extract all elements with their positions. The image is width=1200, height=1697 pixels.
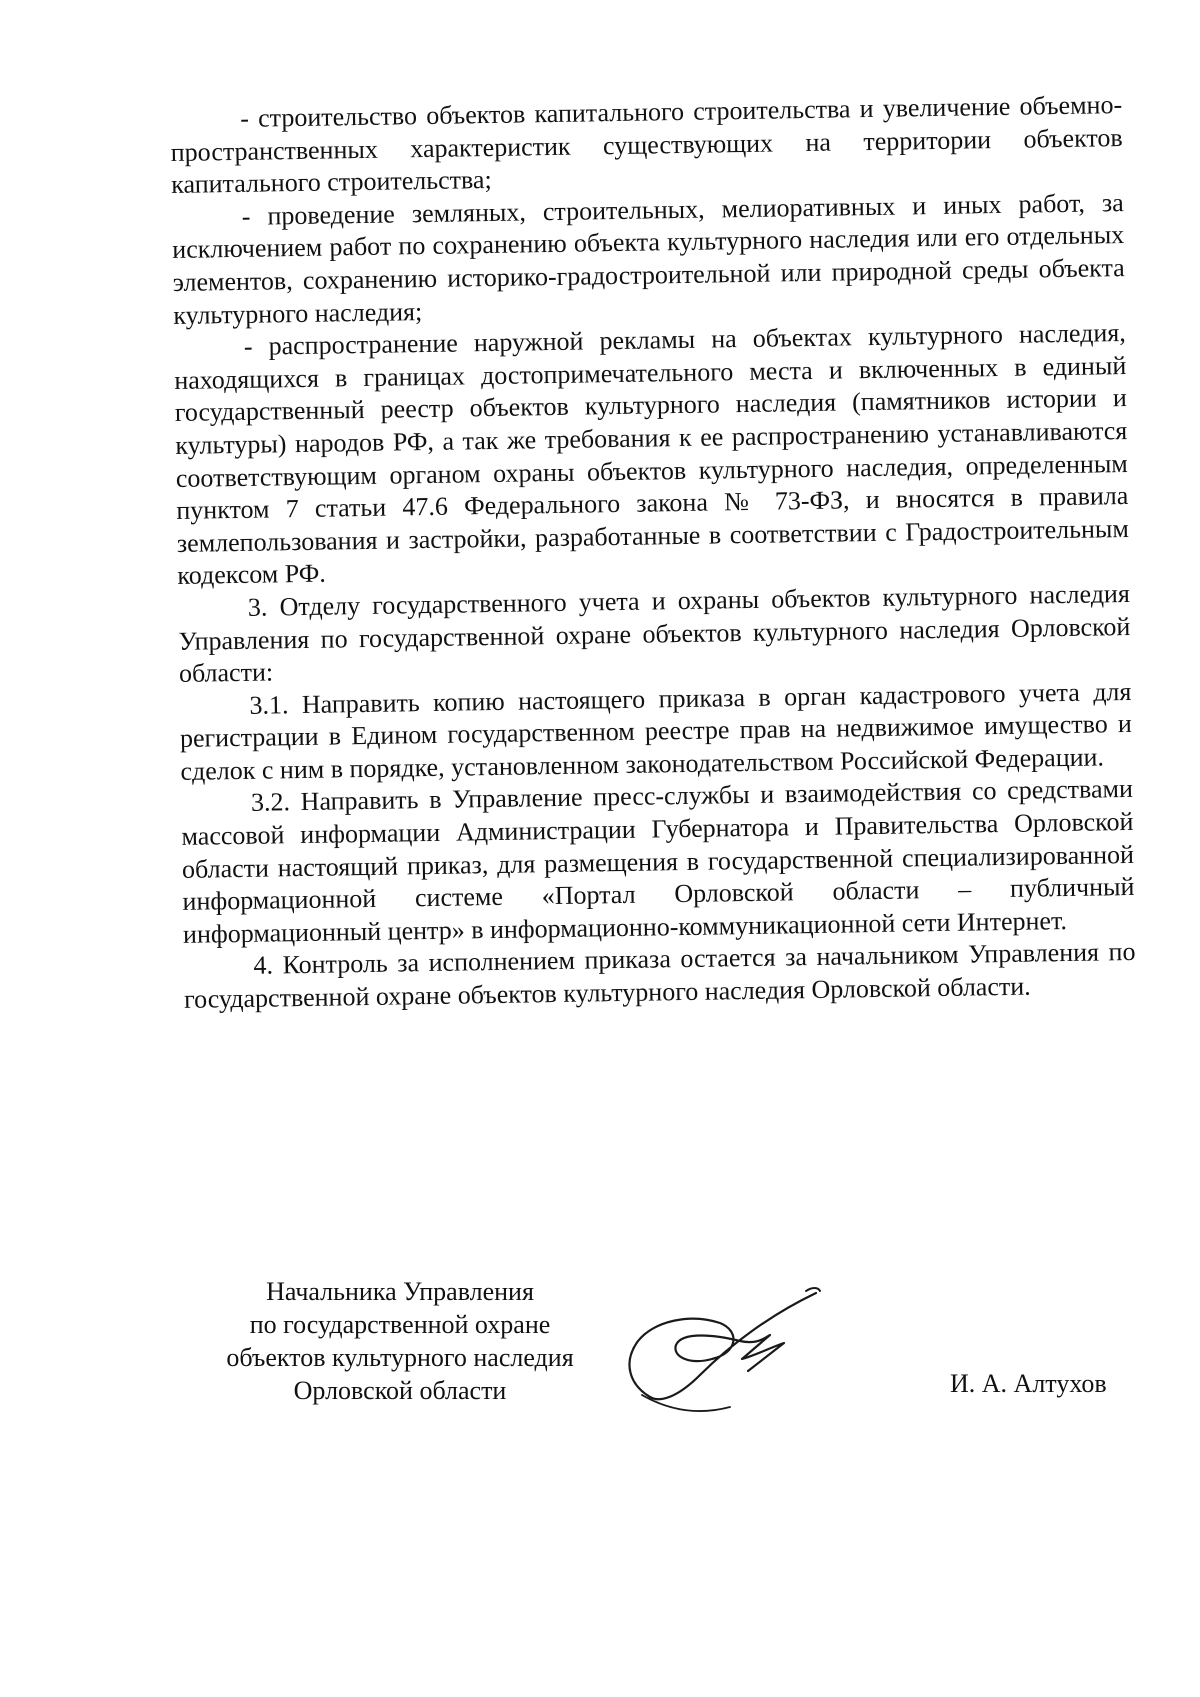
paragraph-construction-restriction: - строительство объектов капитального строительства и увеличение объемно-пространственных характеристик существующих на территории объектов капитального строительства; xyxy=(170,90,1123,200)
paragraph-earthworks-restriction: - проведение земляных, строительных, мелиоративных и иных работ, за исключением работ по сохранению объекта культурного наследия или его отдельных элементов, сохранению историко-градостроительной или природной среды объекта культурного наследия; xyxy=(172,187,1125,330)
signatory-title-line: Орловской области xyxy=(293,1376,507,1405)
document-body xyxy=(170,89,1136,1016)
paragraph-item-3-2: 3.2. Направить в Управление пресс-службы и взаимодействия со средствами массовой информации Администрации Губернатора и Правительства Орловской области настоящий приказ, для размещения в государственной специализированной информационной системе «Портал Орловской области – публичный информационный центр» в информационно-коммуникационной сети Интернет. xyxy=(181,774,1135,949)
signature-block xyxy=(0,1275,1200,1435)
paragraph-item-3-1: 3.1. Направить копию настоящего приказа в орган кадастрового учета для регистрации в Едином государственном реестре прав на недвижимое имущество и сделок с ним в порядке, установленном законодательством Российской Федерации. xyxy=(179,676,1133,786)
handwritten-signature-icon xyxy=(620,1275,900,1425)
paragraph-advertising-restriction: - распространение наружной рекламы на объектах культурного наследия, находящихся в границах достопримечательного места и включенных в единый государственный реестр объектов культурного наследия (памятников истории и культуры) народов РФ, а так же требования к ее распространению устанавливаются соответствующим органом охраны объектов культурного наследия, определенным пунктом 7 статьи 47.6 Федерального закона № 73-ФЗ, и вносятся в правила землепользования и застройки, разработанные в соответствии с Градостроительным кодексом РФ. xyxy=(174,318,1130,591)
paragraph-item-4: 4. Контроль за исполнением приказа остается за начальником Управления по государственной охране объектов культурного наследия Орловской области. xyxy=(183,937,1136,1014)
signatory-title-line: Начальника Управления xyxy=(266,1277,534,1306)
signatory-title xyxy=(190,1275,610,1407)
signatory-title-line: по государственной охране xyxy=(249,1310,551,1339)
paragraph-item-3: 3. Отделу государственного учета и охраны объектов культурного наследия Управления по государственной охране объектов культурного наследия Орловской области: xyxy=(178,578,1131,689)
signatory-name: И. А. Алтухов xyxy=(950,1369,1107,1398)
signatory-title-line: объектов культурного наследия xyxy=(226,1343,574,1372)
